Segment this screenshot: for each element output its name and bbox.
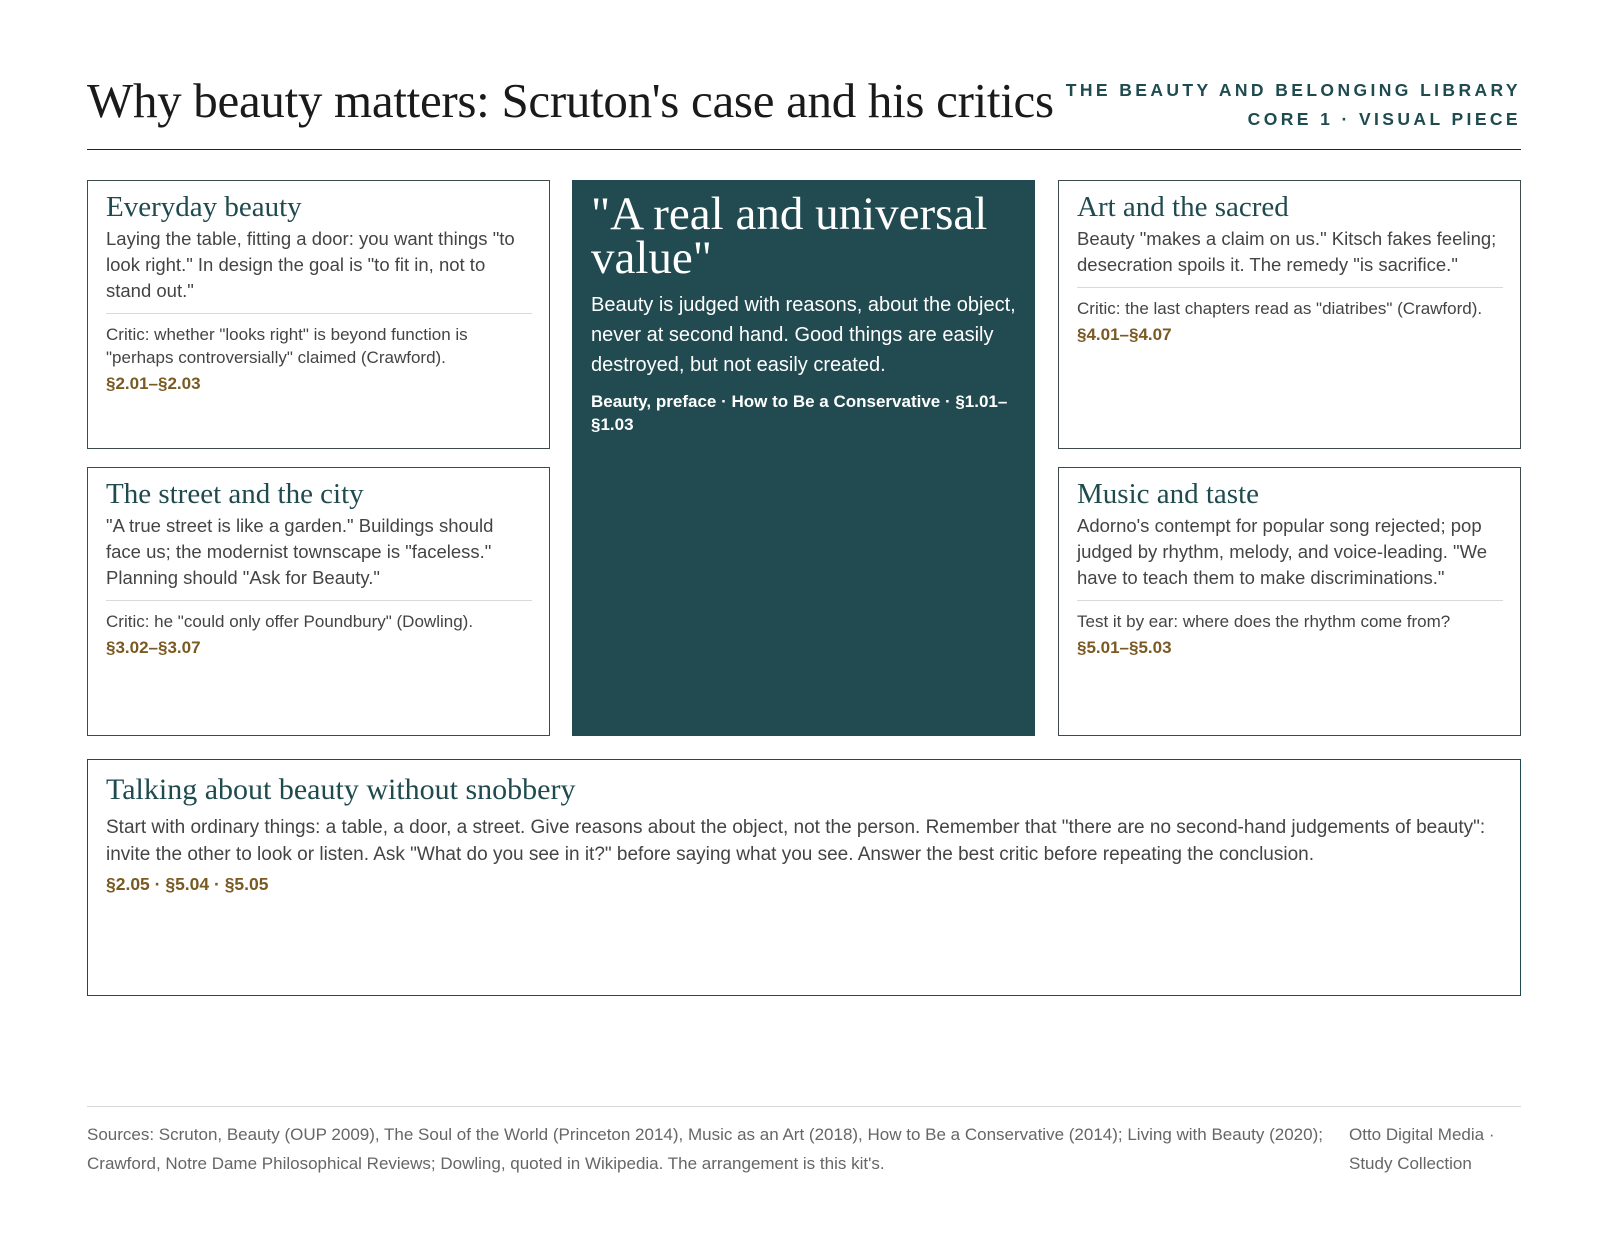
header-divider — [87, 149, 1521, 150]
card-body: Adorno's contempt for popular song rejected; pop judged by rhythm, melody, and voice-leading. "We have to teach them to make discriminations." — [1077, 515, 1488, 588]
page-header — [87, 68, 1521, 150]
feature-body: Beauty is judged with reasons, about the object, never at second hand. Good things are easily destroyed, but not easily created. — [591, 294, 1016, 376]
card-divider — [1077, 287, 1503, 288]
card-critic: Critic: the last chapters read as "diatribes" (Crawford). — [1077, 299, 1483, 318]
publisher-credit: Otto Digital Media · Study Collection — [1349, 1125, 1495, 1173]
card-divider — [106, 600, 532, 601]
card-talking-about-beauty — [87, 759, 1521, 996]
card-section-ref: §2.01–§2.03 — [106, 374, 201, 393]
card-everyday-beauty — [87, 180, 550, 449]
card-title: Art and the sacred — [1077, 191, 1289, 223]
page-title: Why beauty matters: Scruton's case and his critics — [87, 73, 1054, 128]
footer-divider — [87, 1106, 1521, 1107]
feature-section-ref: Beauty, preface · How to Be a Conservative · §1.01–§1.03 — [591, 392, 1008, 434]
card-art-and-sacred — [1058, 180, 1521, 449]
card-section-ref: §5.01–§5.03 — [1077, 638, 1172, 657]
card-section-ref: §2.05 · §5.04 · §5.05 — [106, 874, 269, 894]
series-part: CORE 1 · VISUAL PIECE — [1247, 109, 1521, 129]
card-section-ref: §3.02–§3.07 — [106, 638, 201, 657]
card-critic: Critic: he "could only offer Poundbury" (Dowling). — [106, 612, 474, 631]
card-section-ref: §4.01–§4.07 — [1077, 325, 1172, 344]
card-body: Laying the table, fitting a door: you want things "to look right." In design the goal is "to fit in, not to stand out." — [106, 228, 515, 301]
feature-title: "A real and universal value" — [591, 188, 988, 284]
card-critic: Critic: whether "looks right" is beyond function is "perhaps controversially" claimed (Crawford). — [106, 325, 468, 367]
card-body: Start with ordinary things: a table, a door, a street. Give reasons about the object, not the person. Remember that "there are no second-hand judgements of beauty": invite the other to look or listen. Ask "What do you see in it?" before saying what you see. Answer the best critic before repeating the conclusion. — [106, 817, 1486, 865]
card-title: Talking about beauty without snobbery — [106, 773, 576, 806]
card-divider — [1077, 600, 1503, 601]
card-divider — [106, 313, 532, 314]
feature-panel — [572, 180, 1035, 736]
card-title: Everyday beauty — [106, 191, 302, 223]
card-title: Music and taste — [1077, 478, 1260, 510]
card-title: The street and the city — [106, 478, 364, 510]
card-body: "A true street is like a garden." Buildings should face us; the modernist townscape is "faceless." Planning should "Ask for Beauty." — [106, 515, 494, 588]
card-street-and-city — [87, 467, 550, 736]
series-name: THE BEAUTY AND BELONGING LIBRARY — [1065, 80, 1521, 100]
card-critic: Test it by ear: where does the rhythm come from? — [1077, 612, 1451, 631]
sources-note: Sources: Scruton, Beauty (OUP 2009), The Soul of the World (Princeton 2014), Music as an Art (2018), How to Be a Conservative (2014); Living with Beauty (2020); Crawford, Notre Dame Philosophical Reviews; Dowling, quoted in Wikipedia. The arrangement is this kit's. — [87, 1125, 1323, 1173]
card-body: Beauty "makes a claim on us." Kitsch fakes feeling; desecration spoils it. The remedy "is sacrifice." — [1077, 228, 1497, 275]
series-kicker — [1066, 76, 1521, 134]
card-music-and-taste — [1058, 467, 1521, 736]
